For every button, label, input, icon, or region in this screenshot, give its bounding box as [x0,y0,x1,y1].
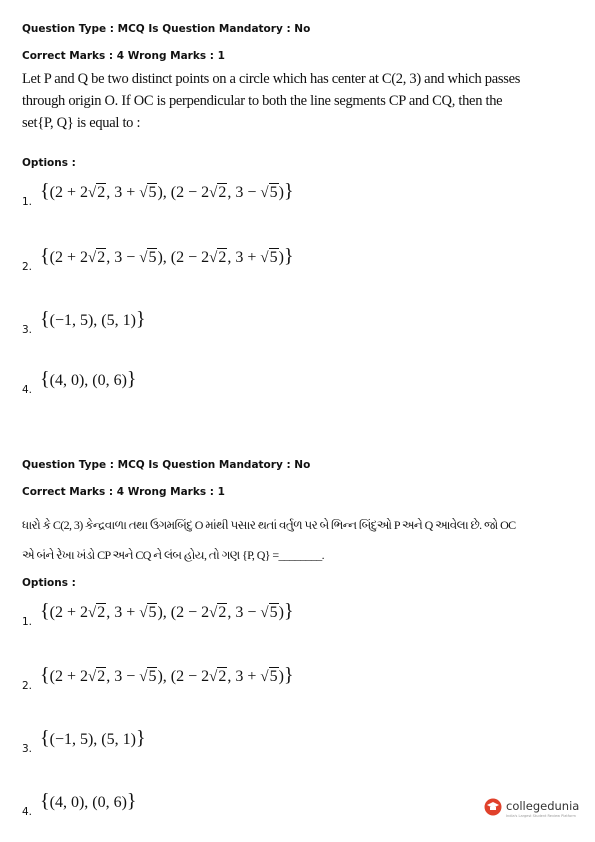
marks-line: Correct Marks : 4 Wrong Marks : 1 [22,50,225,62]
option-number: 3. [22,743,33,755]
marks-line: Correct Marks : 4 Wrong Marks : 1 [22,486,225,498]
option-math: {(−1, 5), (5, 1)} [40,308,146,330]
question-text-line: set{P, Q} is equal to : [22,115,141,131]
option-math: {(4, 0), (0, 6)} [40,790,137,812]
question-text [22,68,521,134]
question-type-line: Question Type : MCQ Is Question Mandatory : No [22,459,311,471]
question-text-line: Let P and Q be two distinct points on a circle which has center at C(2, 3) and which passes [22,71,521,87]
option-number: 1. [22,196,33,208]
collegedunia-logo[interactable] [484,794,584,824]
option-number: 3. [22,324,33,336]
option-math: {(−1, 5), (5, 1)} [40,727,146,749]
question-text [22,510,516,570]
option-number: 4. [22,384,33,396]
option-math: {(2 + 2√2, 3 + √5), (2 − 2√2, 3 − √5)} [40,180,294,202]
question-text-line: એ બંને રેખા ખંડો CP અને CQ ને લંબ હોય, તો ગણ {P, Q} =________. [22,548,325,562]
logo-tagline: India's Largest Student Review Platform [506,814,576,818]
option-math: {(2 + 2√2, 3 − √5), (2 − 2√2, 3 + √5)} [40,245,294,267]
option-number: 1. [22,616,33,628]
option-number: 4. [22,806,33,818]
options-label: Options : [22,157,76,169]
options-label: Options : [22,577,76,589]
option-math: {(2 + 2√2, 3 − √5), (2 − 2√2, 3 + √5)} [40,664,294,686]
option-number: 2. [22,261,33,273]
option-math: {(2 + 2√2, 3 + √5), (2 − 2√2, 3 − √5)} [40,600,294,622]
option-number: 2. [22,680,33,692]
question-text-line: through origin O. If OC is perpendicular to both the line segments CP and CQ, then the [22,93,503,109]
question-text-line: ધારો કે C(2, 3) કેન્દ્રવાળા તથા ઉગમબિંદુ O માંથી પસાર થતાં વર્તુળ પર બે ભિન્ન બિંદુઓ P અને Q આવેલા છે. જો OC [22,518,516,532]
logo-brand: collegedunia [506,799,580,813]
option-math: {(4, 0), (0, 6)} [40,368,137,390]
question-type-line: Question Type : MCQ Is Question Mandatory : No [22,23,311,35]
graduate-cap-icon [484,798,502,816]
